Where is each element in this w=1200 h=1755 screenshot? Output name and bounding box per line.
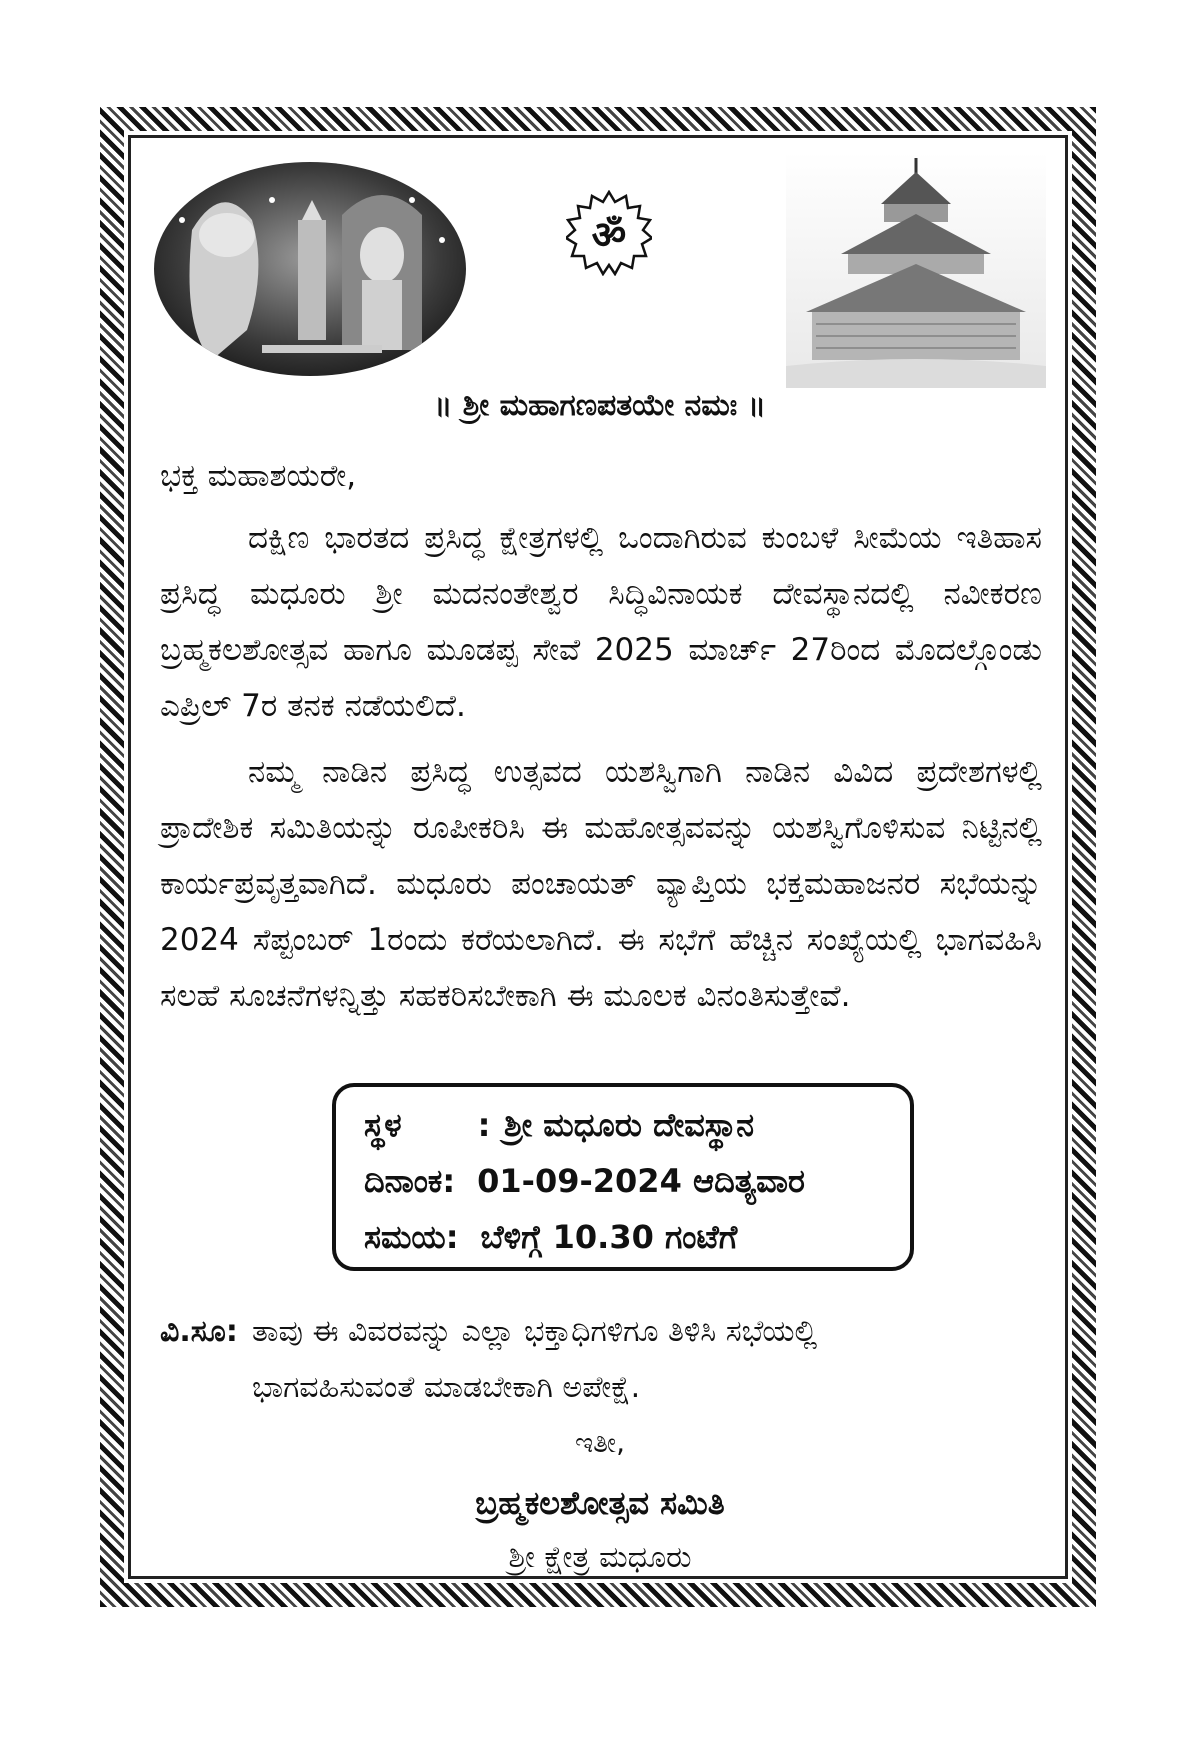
note-label: ವಿ.ಸೂ: [160, 1314, 238, 1349]
paragraph-meeting: ನಮ್ಮ ನಾಡಿನ ಪ್ರಸಿದ್ಧ ಉತ್ಸವದ ಯಶಸ್ವಿಗಾಗಿ ನಾಡಿನ ವಿವಿದ ಪ್ರದೇಶಗಳಲ್ಲಿ ಪ್ರಾದೇಶಿಕ ಸಮಿತಿಯನ್ನು ರೂಪೀಕರಿಸಿ ಈ ಮಹೋತ್ಸವವನ್ನು ಯಶಸ್ವಿಗೊಳಿಸುವ ನಿಟ್ಟಿನಲ್ಲಿ ಕಾರ್ಯಪ್ರವೃತ್ತವಾಗಿದೆ. ಮಧೂರು ಪಂಚಾಯತ್ ವ್ಯಾಪ್ತಿಯ ಭಕ್ತಮಹಾಜನರ ಸಭೆಯನ್ನು 2024 ಸೆಪ್ಟಂಬರ್ 1ರಂದು ಕರೆಯಲಾಗಿದೆ. ಈ ಸಭೆಗೆ ಹೆಚ್ಚಿನ ಸಂಖ್ಯೆಯಲ್ಲಿ ಭಾಗವಹಿಸಿ ಸಲಹೆ ಸೂಚನೆಗಳನ್ನಿತ್ತು ಸಹಕರಿಸಬೇಕಾಗಿ ಈ ಮೂಲಕ ವಿನಂತಿಸುತ್ತೇವೆ. [160, 754, 1042, 1014]
time-label: ಸಮಯ: [364, 1217, 459, 1256]
time-row [364, 1209, 882, 1265]
meeting-details-box [332, 1083, 914, 1271]
note-section [160, 1304, 1040, 1416]
place-value: ಶ್ರೀ ಮಧೂರು ದೇವಸ್ಥಾನ [504, 1105, 755, 1144]
deity-photo [152, 160, 468, 378]
place-colon: : [477, 1106, 491, 1144]
om-symbol: ॐ [591, 213, 627, 257]
place-label: ಸ್ಥಳ [364, 1105, 402, 1144]
invocation-heading: ॥ ಶ್ರೀ ಮಹಾಗಣಪತಯೇ ನಮಃ ॥ [434, 388, 766, 423]
time-value: ಬೆಳಿಗ್ಗೆ 10.30 ಗಂಟೆಗೆ [480, 1217, 738, 1256]
temple-photo [786, 152, 1046, 388]
place-row [364, 1097, 882, 1153]
committee-name: ಬ್ರಹ್ಮಕಲಶೋತ್ಸವ ಸಮಿತಿ [475, 1484, 725, 1522]
salutation: ಭಕ್ತ ಮಹಾಶಯರೇ, [160, 458, 357, 494]
paragraph-announcement: ದಕ್ಷಿಣ ಭಾರತದ ಪ್ರಸಿದ್ಧ ಕ್ಷೇತ್ರಗಳಲ್ಲಿ ಒಂದಾಗಿರುವ ಕುಂಬಳೆ ಸೀಮೆಯ ಇತಿಹಾಸ ಪ್ರಸಿದ್ಧ ಮಧೂರು ಶ್ರೀ ಮದನಂತೇಶ್ವರ ಸಿದ್ಧಿವಿನಾಯಕ ದೇವಸ್ಥಾನದಲ್ಲಿ ನವೀಕರಣ ಬ್ರಹ್ಮಕಲಶೋತ್ಸವ ಹಾಗೂ ಮೂಡಪ್ಪ ಸೇವೆ 2025 ಮಾರ್ಚ್ 27ರಿಂದ ಮೊದಲ್ಗೊಂಡು ಎಪ್ರಿಲ್ 7ರ ತನಕ ನಡೆಯಲಿದೆ. [160, 520, 1042, 724]
date-row [364, 1153, 882, 1209]
closing-iti: ಇತೀ, [574, 1426, 625, 1459]
committee-place: ಶ್ರೀ ಕ್ಷೇತ್ರ ಮಧೂರು [508, 1540, 692, 1575]
note-line-1: ತಾವು ಈ ವಿವರವನ್ನು ಎಲ್ಲಾ ಭಕ್ತಾಧಿಗಳಿಗೂ ತಿಳಿಸಿ ಸಭೆಯಲ್ಲಿ [252, 1314, 818, 1349]
note-line-2: ಭಾಗವಹಿಸುವಂತೆ ಮಾಡಬೇಕಾಗಿ ಅಪೇಕ್ಷೆ. [252, 1370, 641, 1405]
om-icon [566, 190, 652, 276]
date-value: 01-09-2024 ಆದಿತ್ಯವಾರ [477, 1161, 805, 1200]
date-label: ದಿನಾಂಕ: [364, 1161, 456, 1200]
